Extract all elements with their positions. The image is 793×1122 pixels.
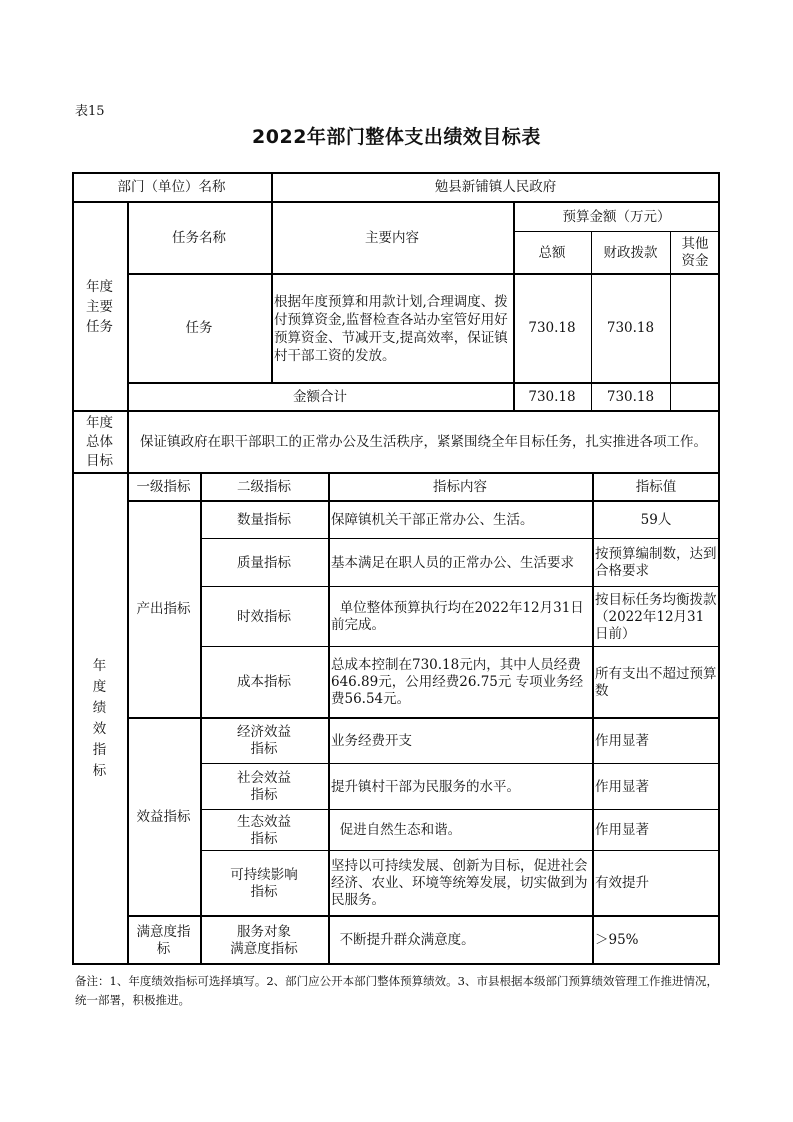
row-divider — [127, 500, 720, 502]
sum-fiscal: 730.18 — [606, 388, 655, 405]
col-divider — [200, 473, 202, 965]
row-divider — [127, 382, 720, 384]
footnote: 备注：1、年度绩效指标可选择填写。2、部门应公开本部门整体预算绩效。3、市县根据本级部门预算绩效管理工作推进情况，统一部署，积极推进。 — [75, 974, 718, 1007]
row-divider — [200, 586, 720, 587]
level2-social: 社会效益 指标 — [237, 770, 291, 803]
task-content: 根据年度预算和用款计划,合理调度、拨付预算资金,监督检查各站办室管好用好预算资金、节减开支,提高效率，保证镇村干部工资的发放。 — [274, 293, 508, 364]
content-ecological: 促进自然生态和谐。 — [331, 822, 462, 838]
task-total: 730.18 — [528, 320, 576, 336]
level2-quantity: 数量指标 — [237, 511, 291, 528]
col-divider — [591, 232, 592, 411]
dept-value: 勉县新铺镇人民政府 — [434, 178, 557, 195]
header-main-content: 主要内容 — [365, 229, 419, 246]
row-divider — [127, 915, 720, 917]
content-sustainable: 坚持以可持续发展、创新为目标，促进社会经济、农业、环境等统筹发展，切实做到为民服务。 — [331, 858, 588, 908]
col-divider — [127, 202, 129, 965]
row-divider — [72, 410, 720, 412]
value-ecological: 作用显著 — [595, 822, 649, 838]
header-level2: 二级指标 — [237, 478, 291, 495]
header-value: 指标值 — [635, 478, 677, 495]
goal-label: 年度 总体 目标 — [86, 414, 113, 469]
value-cost: 所有支出不超过预算数 — [595, 665, 717, 699]
col-divider — [271, 202, 273, 383]
table-border — [72, 172, 720, 174]
content-satisfaction: 不断提升群众满意度。 — [331, 932, 475, 948]
page-title: 2022年部门整体支出绩效目标表 — [252, 126, 541, 148]
level2-satisfaction: 服务对象 满意度指标 — [230, 923, 298, 957]
row-divider — [200, 646, 720, 647]
dept-label: 部门（单位）名称 — [117, 178, 226, 195]
table-number: 表15 — [75, 104, 105, 119]
sum-total: 730.18 — [528, 388, 576, 405]
task-fiscal: 730.18 — [606, 320, 655, 336]
level2-timeliness: 时效指标 — [237, 608, 291, 625]
content-cost: 总成本控制在730.18元内，其中人员经费646.89元，公用经费26.75元 专项业务经费56.54元。 — [331, 657, 584, 707]
task-name: 任务 — [185, 320, 213, 336]
indicators-section-label: 年 度 绩 效 指 标 — [92, 658, 107, 779]
content-economic: 业务经费开支 — [331, 732, 412, 749]
content-quantity: 保障镇机关干部正常办公、生活。 — [331, 511, 534, 528]
col-divider — [328, 473, 330, 965]
row-divider — [200, 538, 720, 539]
table-border — [718, 172, 720, 965]
performance-table — [72, 172, 720, 965]
value-quality: 按预算编制数，达到合格要求 — [595, 546, 717, 579]
row-divider — [200, 763, 720, 764]
value-quantity: 59人 — [640, 511, 672, 528]
value-satisfaction: ＞95% — [595, 932, 639, 948]
header-content: 指标内容 — [433, 478, 487, 495]
row-divider — [127, 717, 720, 719]
col-divider — [271, 172, 273, 202]
col-divider — [670, 232, 671, 411]
value-sustainable: 有效提升 — [595, 875, 649, 891]
task-other — [670, 274, 720, 383]
header-total: 总额 — [538, 244, 566, 261]
row-divider — [72, 201, 720, 203]
content-quality: 基本满足在职人员的正常办公、生活要求 — [331, 554, 574, 571]
header-budget: 预算金额（万元） — [562, 208, 671, 225]
header-level1: 一级指标 — [136, 478, 191, 495]
content-social: 提升镇村干部为民服务的水平。 — [331, 778, 520, 795]
row-divider — [72, 472, 720, 474]
col-divider — [513, 202, 515, 411]
header-other: 其他 资金 — [681, 236, 709, 269]
value-social: 作用显著 — [595, 778, 649, 795]
sum-label: 金额合计 — [293, 388, 347, 405]
content-timeliness: 单位整体预算执行均在2022年12月31日前完成。 — [331, 600, 584, 633]
tasks-section-label: 年度 主要 任务 — [86, 278, 113, 335]
header-fiscal: 财政拨款 — [603, 244, 658, 261]
value-timeliness: 按目标任务均衡拨款（2022年12月31日前） — [595, 591, 717, 642]
level2-economic: 经济效益 指标 — [237, 724, 291, 757]
level2-sustainable: 可持续影响 指标 — [230, 866, 298, 900]
table-border — [72, 172, 74, 965]
sum-other — [670, 383, 720, 411]
value-economic: 作用显著 — [595, 732, 649, 749]
level2-quality: 质量指标 — [237, 554, 291, 571]
group-output-label: 产出指标 — [136, 601, 191, 617]
level2-ecological: 生态效益 指标 — [237, 813, 291, 847]
row-divider — [513, 231, 720, 232]
table-border — [72, 963, 720, 965]
level2-cost: 成本指标 — [237, 674, 291, 690]
header-task-name: 任务名称 — [172, 229, 226, 246]
row-divider — [127, 273, 720, 275]
goal-text: 保证镇政府在职干部职工的正常办公及生活秩序，紧紧围绕全年目标任务，扎实推进各项工作。 — [140, 433, 707, 450]
row-divider — [200, 809, 720, 810]
col-divider — [592, 473, 594, 965]
group-benefit-label: 效益指标 — [136, 808, 191, 825]
group-satisfaction-label: 满意度指 标 — [136, 923, 191, 957]
row-divider — [200, 850, 720, 851]
